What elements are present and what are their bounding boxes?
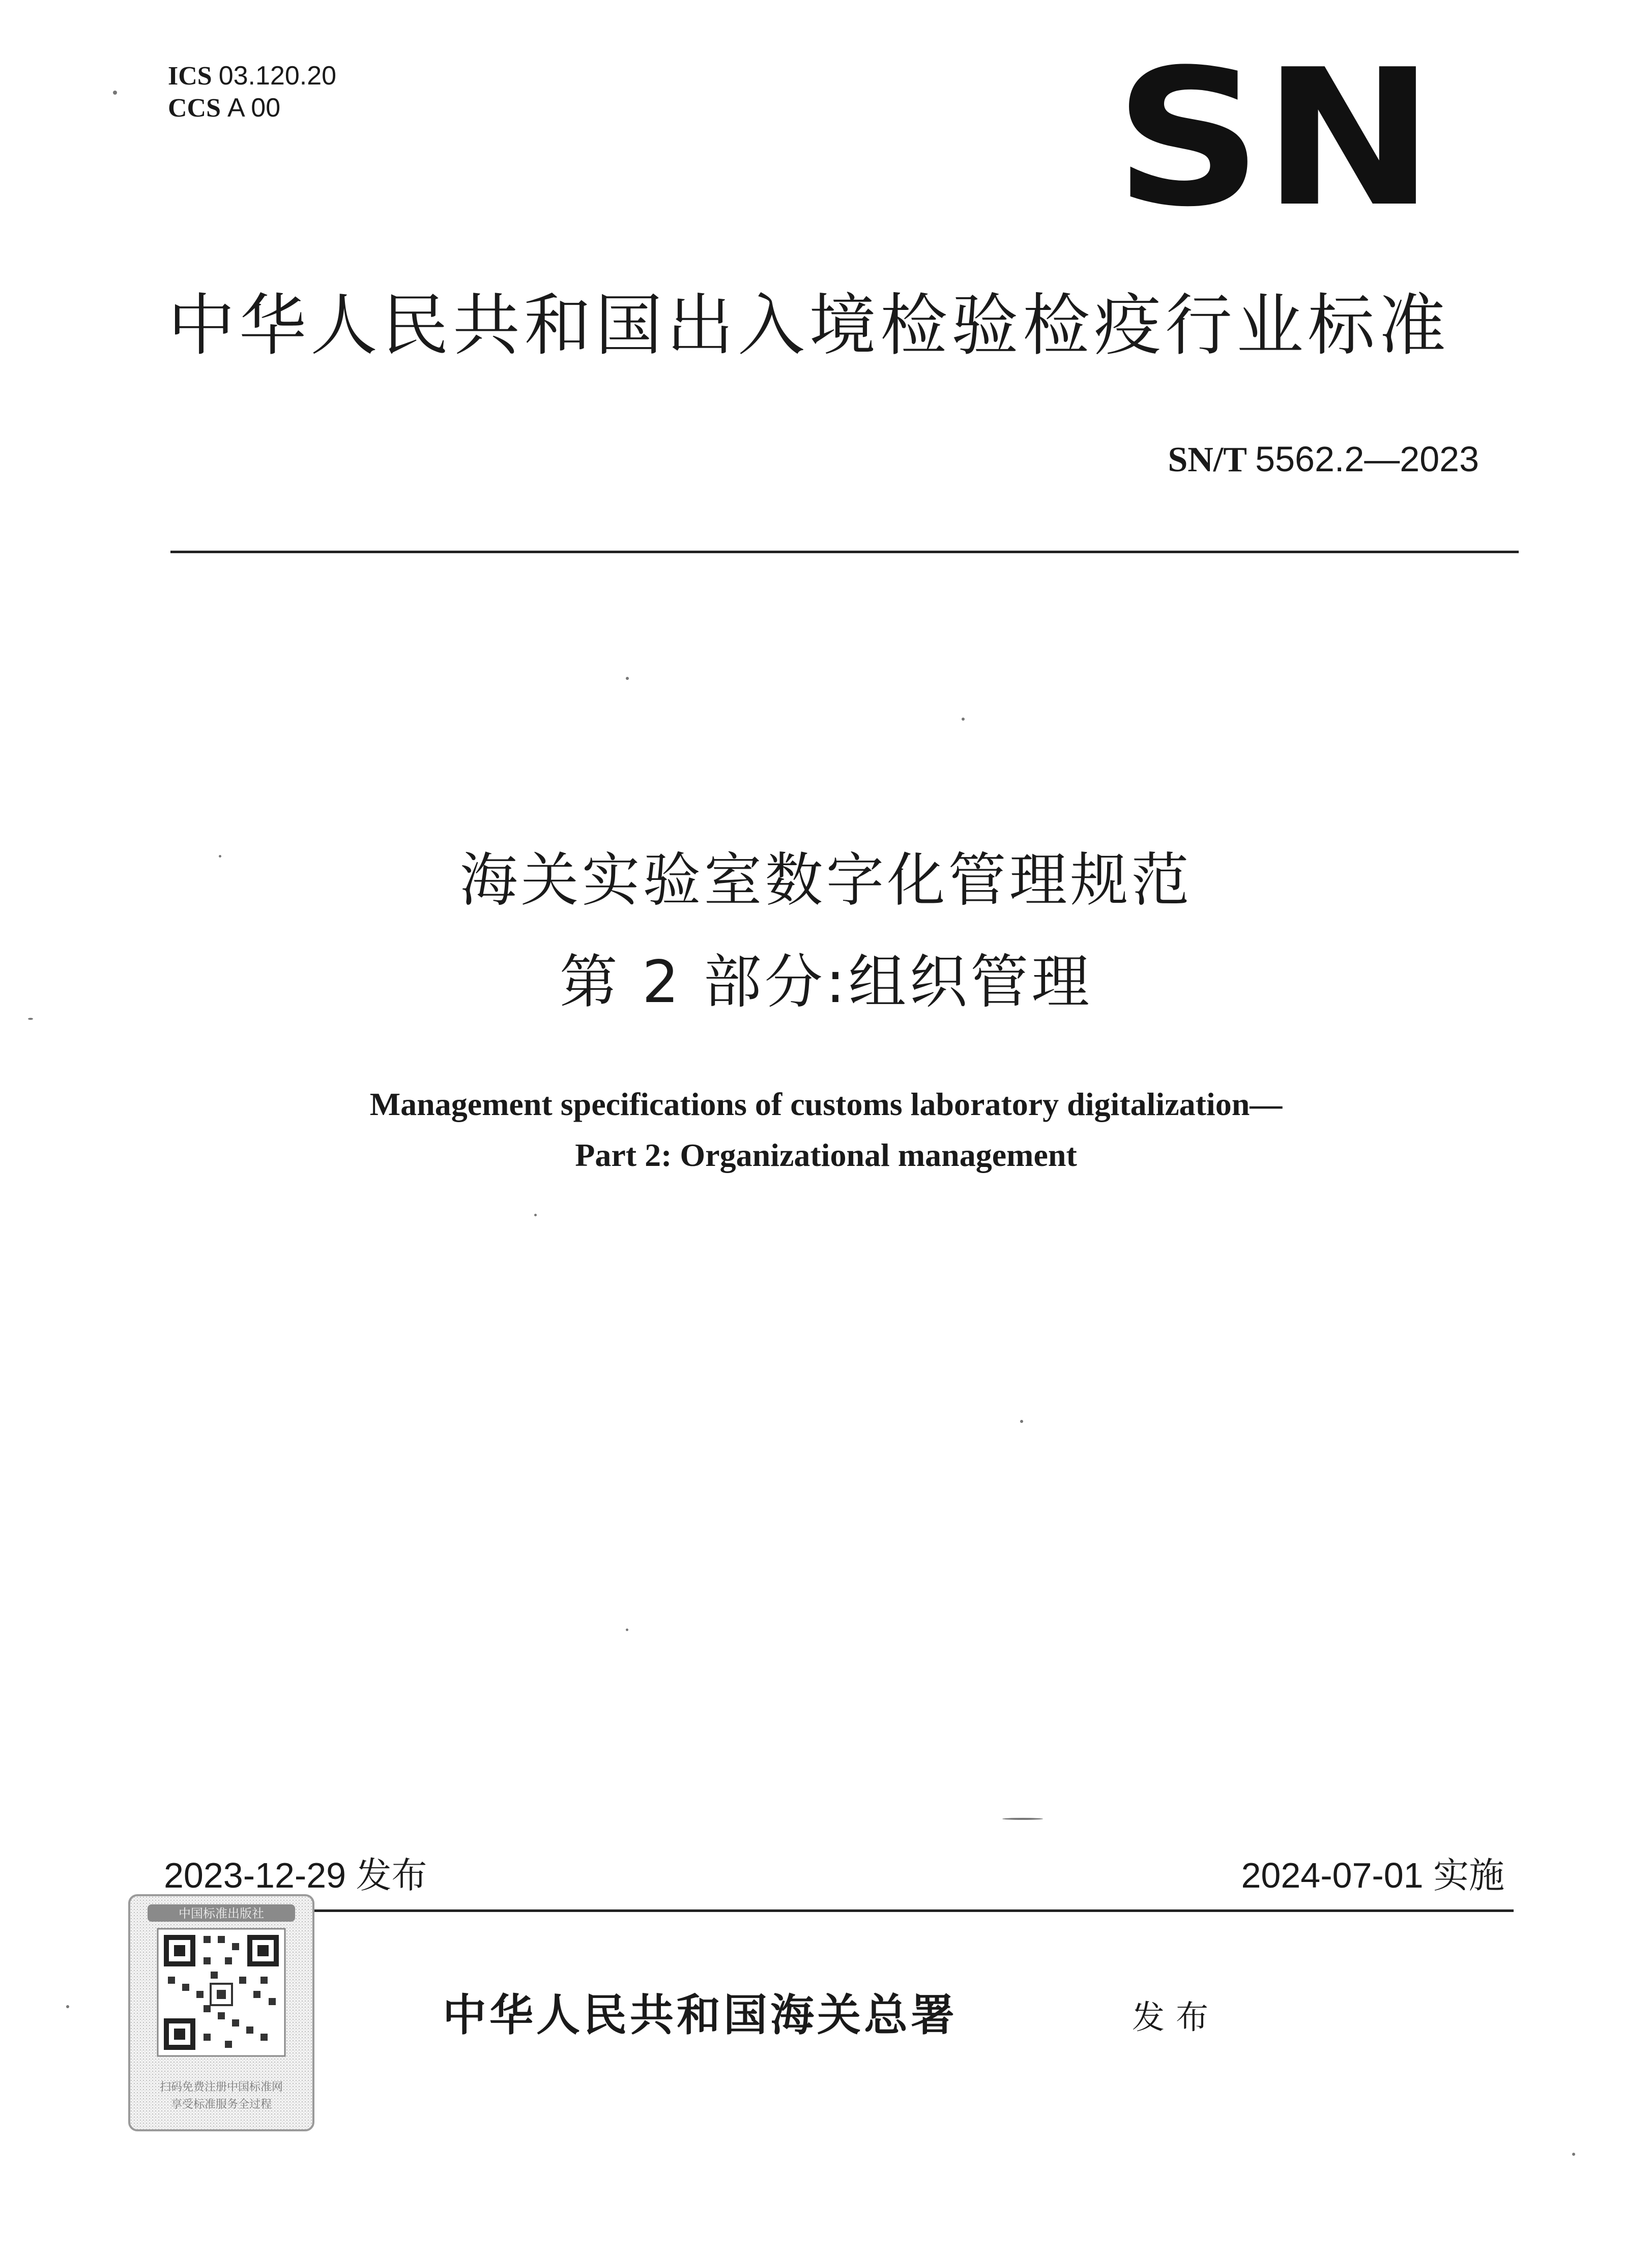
publish-label: 发布	[1132, 1999, 1220, 2037]
en-title-line-1: Management specifications of customs laboratory digitalization—	[369, 1086, 1283, 1122]
en-title-line-2: Part 2: Organizational management	[575, 1137, 1077, 1173]
ccs-label: CCS	[168, 94, 221, 123]
stamp-footer-line-1: 扫码免费注册中国标准网	[159, 2081, 283, 2094]
bottom-divider	[170, 1909, 1514, 1912]
qr-code-icon	[158, 1929, 285, 2056]
stamp-label: 中国标准出版社	[179, 1906, 264, 1921]
sn-logo-text: SN	[1114, 57, 1435, 215]
standard-number-prefix: SN/T	[1168, 440, 1247, 479]
standard-number-value: 5562.2—2023	[1255, 439, 1479, 479]
scan-speck	[1002, 1818, 1043, 1820]
scan-speck	[962, 718, 965, 721]
zh-title-line-1: 海关实验室数字化管理规范	[459, 846, 1193, 914]
scan-speck	[28, 1018, 33, 1020]
classification-codes	[168, 60, 336, 124]
ccs-code	[168, 92, 336, 124]
implementation-date: 2024-07-01 实施	[1241, 1856, 1504, 1895]
sn-logo	[1112, 57, 1437, 215]
qr-code-stamp	[127, 1893, 315, 2132]
scan-speck	[219, 855, 221, 858]
issue-date: 2023-12-29 发布	[164, 1856, 427, 1895]
ics-value: 03.120.20	[218, 61, 337, 91]
scan-speck	[1572, 2153, 1575, 2156]
scan-speck	[626, 1629, 628, 1631]
standard-category: 中华人民共和国出入境检验检疫行业标准	[168, 287, 1450, 365]
zh-title-line-2: 第 2 部分:组织管理	[559, 948, 1093, 1016]
scan-speck	[1020, 1420, 1023, 1423]
top-divider	[170, 551, 1519, 553]
scan-speck	[534, 1214, 537, 1216]
publisher-name: 中华人民共和国海关总署	[443, 1989, 958, 2041]
standard-number	[1168, 438, 1479, 481]
scan-speck	[113, 91, 117, 95]
stamp-footer-line-2: 享受标准服务全过程	[170, 2098, 272, 2111]
ics-code	[168, 60, 336, 92]
ccs-value: A 00	[227, 93, 281, 123]
scan-speck	[626, 677, 629, 680]
ics-label: ICS	[168, 62, 212, 91]
scan-speck	[66, 2005, 69, 2008]
